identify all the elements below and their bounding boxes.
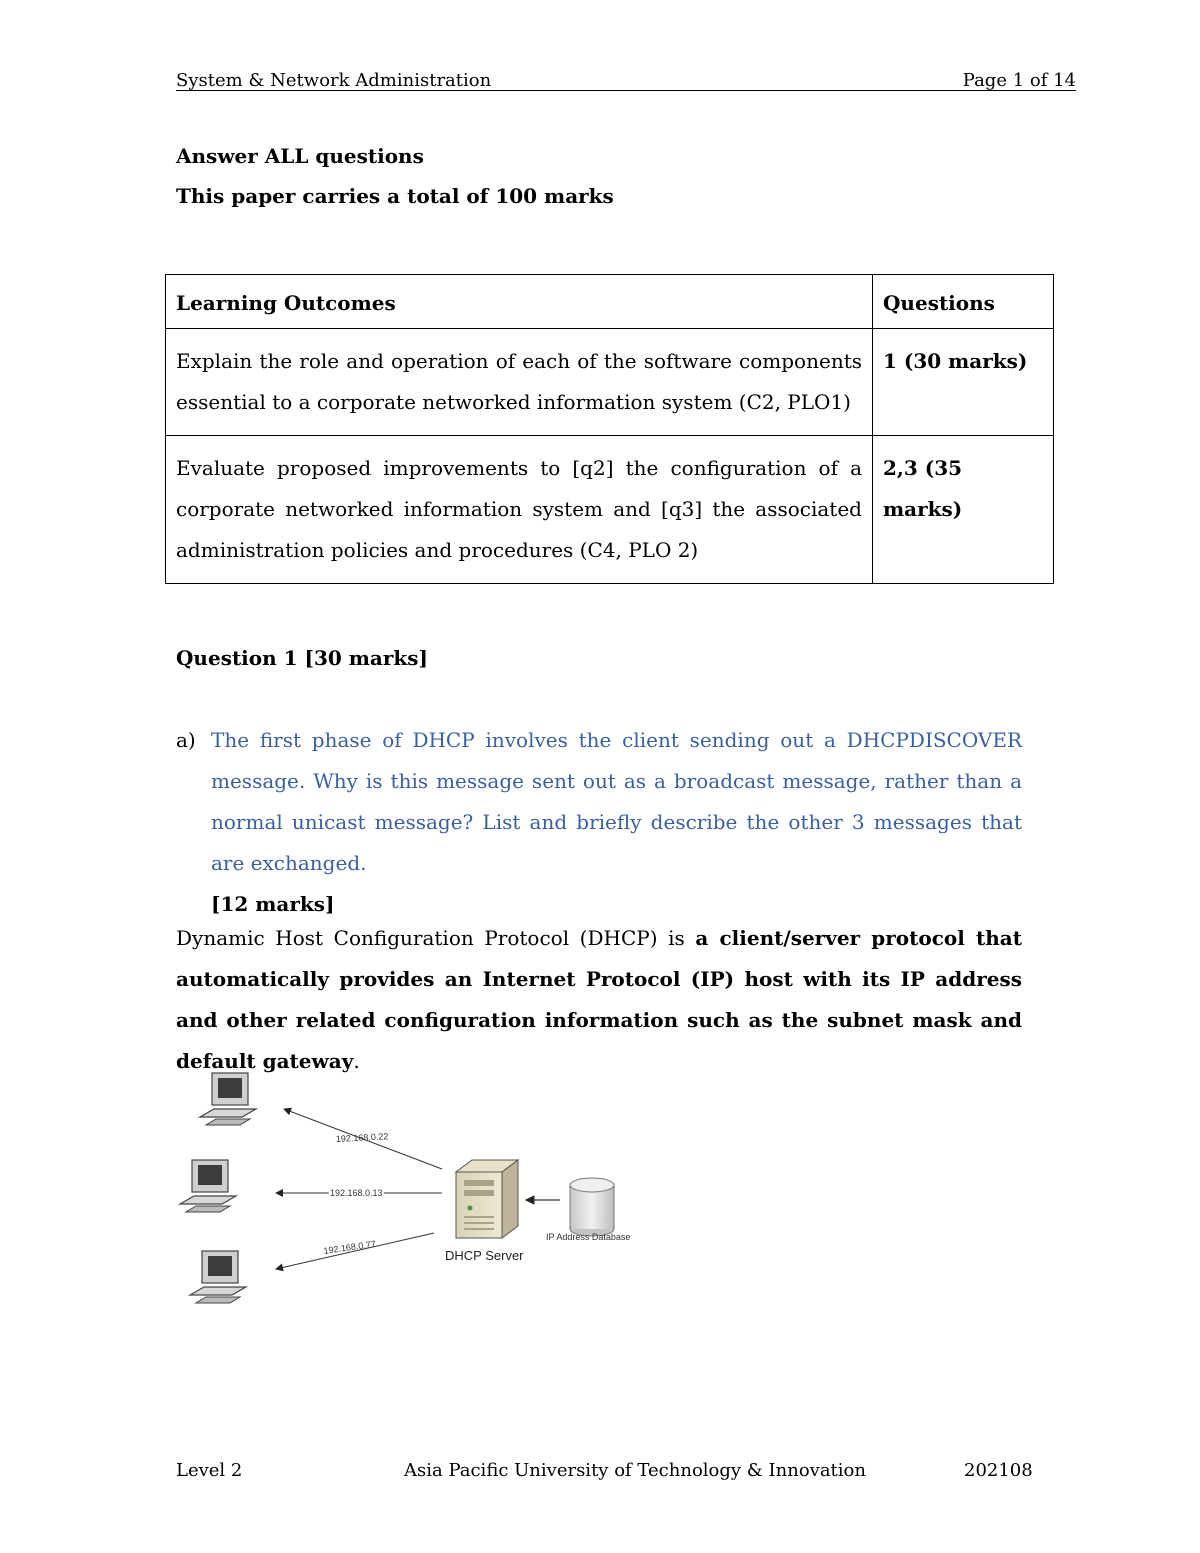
database-icon xyxy=(570,1178,614,1236)
questions-cell: 2,3 (35 marks) xyxy=(873,436,1054,584)
question-1a-marks: [12 marks] xyxy=(211,892,335,916)
dhcp-server-icon xyxy=(456,1160,518,1238)
question-1a-label: a) xyxy=(176,728,196,752)
outcome-cell: Evaluate proposed improvements to [q2] the configuration of a corporate networked information system and [q3] the associated administration policies and procedures (C4, PLO 2) xyxy=(166,436,873,584)
instruction-total-marks: This paper carries a total of 100 marks xyxy=(176,184,614,208)
question-1-title: Question 1 [30 marks] xyxy=(176,646,429,670)
header-questions: Questions xyxy=(873,275,1054,329)
learning-outcomes-table xyxy=(165,274,1054,584)
answer-bold-definition: a client/server protocol that automatically provides an Internet Protocol (IP) host with its IP address and other related configuration information such as the subnet mask and default gateway xyxy=(176,926,1023,1073)
answer-plain-start: Dynamic Host Configuration Protocol (DHCP) is xyxy=(176,926,696,950)
question-1a xyxy=(176,720,1022,925)
answer-paragraph xyxy=(176,918,1022,1082)
client-computer-icon xyxy=(200,1073,256,1125)
header-course-title: System & Network Administration xyxy=(176,70,492,91)
outcome-cell: Explain the role and operation of each of the software components essential to a corporate networked information system (C2, PLO1) xyxy=(166,329,873,436)
question-1a-text: The first phase of DHCP involves the client sending out a DHCPDISCOVER message. Why is this message sent out as a broadcast message, rather than a normal unicast message? List and briefly describe the other 3 messages that are exchanged. xyxy=(211,728,1022,875)
ip-label-3: 192.168.0.77 xyxy=(322,1238,377,1256)
dhcp-server-label: DHCP Server xyxy=(445,1248,524,1263)
client-computer-icon xyxy=(180,1160,236,1212)
database-label: IP Address Database xyxy=(546,1232,631,1242)
header-rule xyxy=(176,90,1076,91)
questions-cell: 1 (30 marks) xyxy=(873,329,1054,436)
ip-label-1: 192.168.0.22 xyxy=(335,1131,389,1144)
table-row xyxy=(166,436,1054,584)
instruction-answer-all: Answer ALL questions xyxy=(176,144,424,168)
table-row xyxy=(166,329,1054,436)
footer-university: Asia Pacific University of Technology & Innovation xyxy=(404,1460,866,1481)
table-header-row xyxy=(166,275,1054,329)
answer-end: . xyxy=(353,1049,360,1073)
header-learning-outcomes: Learning Outcomes xyxy=(166,275,873,329)
ip-label-2: 192.168.0.13 xyxy=(330,1188,383,1198)
footer-level: Level 2 xyxy=(176,1460,243,1481)
header-page-number: Page 1 of 14 xyxy=(962,70,1076,91)
footer-code: 202108 xyxy=(964,1460,1033,1481)
dhcp-diagram xyxy=(170,1065,650,1325)
client-computer-icon xyxy=(190,1251,246,1303)
